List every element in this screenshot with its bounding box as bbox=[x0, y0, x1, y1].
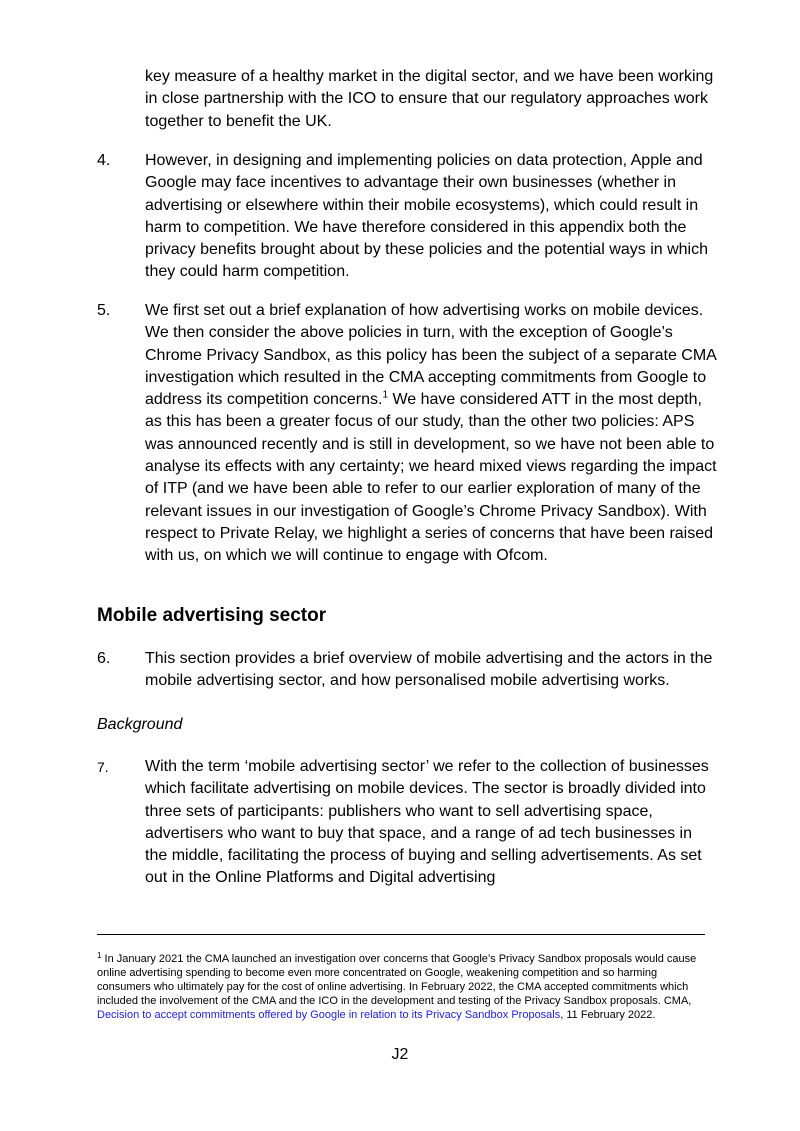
footnote-marker: 1 bbox=[97, 951, 102, 960]
paragraph-number: 4. bbox=[97, 152, 111, 169]
paragraph-text: With the term ‘mobile advertising sector’ we refer to the collection of businesses which facilitate advertising on mobile devices. The sector is broadly divided into three sets of participants: publishers who want to sell advertising space, advertisers who want to buy that space, and a range of ad tech businesses in the middle, facilitating the process of buying and selling advertisements. As set out in the Online Platforms and Digital advertising bbox=[145, 758, 709, 887]
paragraph-text-part: We have considered ATT in the most depth, as this has been a greater focus of our study, than the other two policies: APS was announced recently and is still in development, so we have not been able to analyse its effects with any certainty; we heard mixed views regarding the impact of ITP (and we have been able to refer to our earlier exploration of many of the relevant issues in our investigation of Google’s Chrome Privacy Sandbox). With respect to Private Relay, we highlight a series of concerns that have been raised with us, on which we will continue to engage with Ofcom. bbox=[145, 391, 717, 565]
subsection-heading: Background bbox=[97, 716, 183, 733]
footnote-reference[interactable]: 1 bbox=[382, 389, 389, 401]
paragraph-number: 5. bbox=[97, 302, 111, 319]
paragraph-number: 6. bbox=[97, 650, 111, 667]
paragraph-text-part: We first set out a brief explanation of how advertising works on mobile devices. We then consider the above policies in turn, with the exception of Google’s Chrome Privacy Sandbox, as this policy has been the subject of a separate CMA investigation which resulted in the CMA accepting commitments from Google to address its competition concerns. bbox=[145, 302, 716, 409]
footnote-date: , 11 February 2022. bbox=[560, 1009, 656, 1021]
section-heading: Mobile advertising sector bbox=[97, 605, 327, 626]
paragraph-5 bbox=[97, 300, 717, 568]
continuation-paragraph: key measure of a healthy market in the digital sector, and we have been working in close partnership with the ICO to ensure that our regulatory approaches work together to benefit the UK. bbox=[145, 68, 714, 130]
paragraph-4 bbox=[97, 150, 717, 284]
footnote bbox=[97, 952, 709, 1022]
page-number: J2 bbox=[391, 1046, 409, 1063]
footnote-link[interactable]: Decision to accept commitments offered by Google in relation to its Privacy Sandbox Proposals bbox=[97, 1009, 561, 1021]
paragraph-text: However, in designing and implementing policies on data protection, Apple and Google may face incentives to advantage their own businesses (whether in advertising or elsewhere within their mobile ecosystems), which could result in harm to competition. We have therefore considered in this appendix both the privacy benefits brought about by these policies and the potential ways in which they could harm competition. bbox=[145, 152, 709, 281]
footnote-text: In January 2021 the CMA launched an investigation over concerns that Google’s Privacy Sandbox proposals would cause online advertising spending to become even more concentrated on Google, weakening competition and so harming consumers who ultimately pay for the cost of online advertising. In February 2022, the CMA accepted commitments which included the involvement of the CMA and the ICO in the development and testing of the Privacy Sandbox proposals. CMA, bbox=[97, 953, 697, 1007]
paragraph-number: 7. bbox=[97, 759, 109, 775]
paragraph-text: This section provides a brief overview of mobile advertising and the actors in the mobile advertising sector, and how personalised mobile advertising works. bbox=[145, 650, 713, 690]
paragraph-6 bbox=[97, 648, 717, 693]
paragraph-7 bbox=[97, 756, 717, 890]
paragraph-text bbox=[145, 300, 717, 568]
footnote-divider bbox=[97, 934, 705, 935]
